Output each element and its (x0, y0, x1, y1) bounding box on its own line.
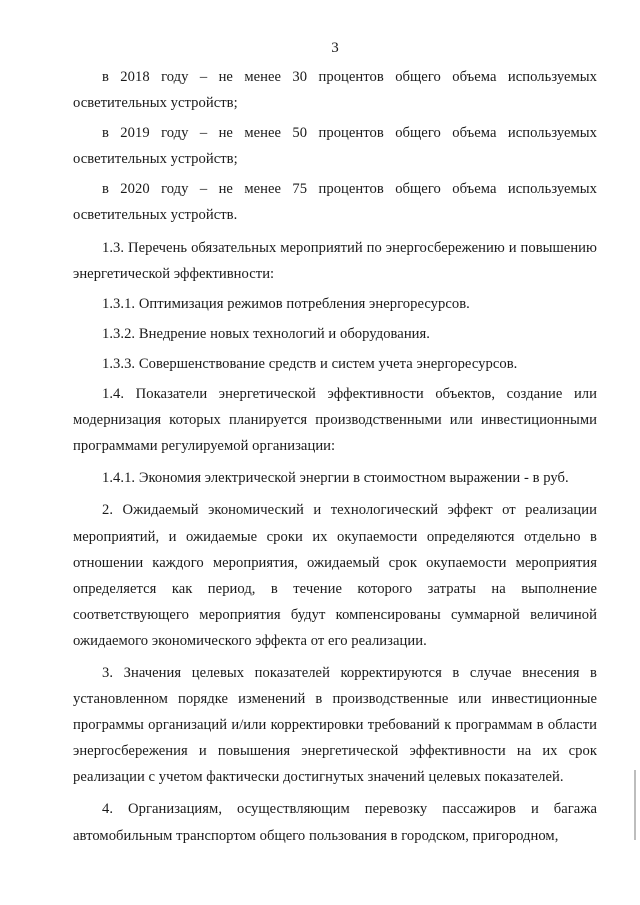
scan-edge-mark (634, 770, 636, 840)
paragraph-1-3-3: 1.3.3. Совершенствование средств и систем учета энергоресурсов. (102, 355, 518, 372)
paragraph-1-4-1: 1.4.1. Экономия электрической энергии в стоимостном выражении - в руб. (102, 470, 569, 487)
paragraph-3-target-values: 3. Значения целевых показателей корректируются в случае внесения в установленном порядке изменений в производственные или инвестиционные программы организаций и/или корректировки требований к программам в области энергосбережения и повышения энергетической эффективности на их срок реализации с учетом фактически достигнутых значений целевых показателей. (73, 664, 597, 786)
paragraph-2-expected-effect: 2. Ожидаемый экономический и технологический эффект от реализации мероприятий, и ожидаемые сроки их окупаемости определяются отдельно в отношении каждого мероприятия, ожидаемый срок окупаемости мероприятия определяется как период, в течение которого затраты на выполнение соответствующего мероприятия будут компенсированы суммарной величиной ожидаемого экономического эффекта от его реализации. (73, 502, 597, 649)
paragraph-1-3-2: 1.3.2. Внедрение новых технологий и оборудования. (102, 325, 431, 342)
paragraph-1-4-indicators: 1.4. Показатели энергетической эффективности объектов, создание или модернизация которых планируется производственными или инвестиционными программами регулируемой организации: (73, 386, 597, 455)
paragraph-1-3-measures-list: 1.3. Перечень обязательных мероприятий по энергосбережению и повышению энергетической эффективности: (73, 239, 597, 282)
paragraph-1-3-1: 1.3.1. Оптимизация режимов потребления энергоресурсов. (102, 295, 470, 312)
paragraph-4-transport-organizations: 4. Организациям, осуществляющим перевозку пассажиров и багажа автомобильным транспортом общего пользования в городском, пригородном, (73, 801, 597, 844)
page-number: 3 (331, 40, 339, 56)
document-body (73, 64, 597, 849)
paragraph-2020-target: в 2020 году – не менее 75 процентов общего объема используемых осветительных устройств. (73, 181, 597, 224)
paragraph-2018-target: в 2018 году – не менее 30 процентов общего объема используемых осветительных устройств; (73, 69, 597, 112)
paragraph-2019-target: в 2019 году – не менее 50 процентов общего объема используемых осветительных устройств; (73, 125, 597, 168)
